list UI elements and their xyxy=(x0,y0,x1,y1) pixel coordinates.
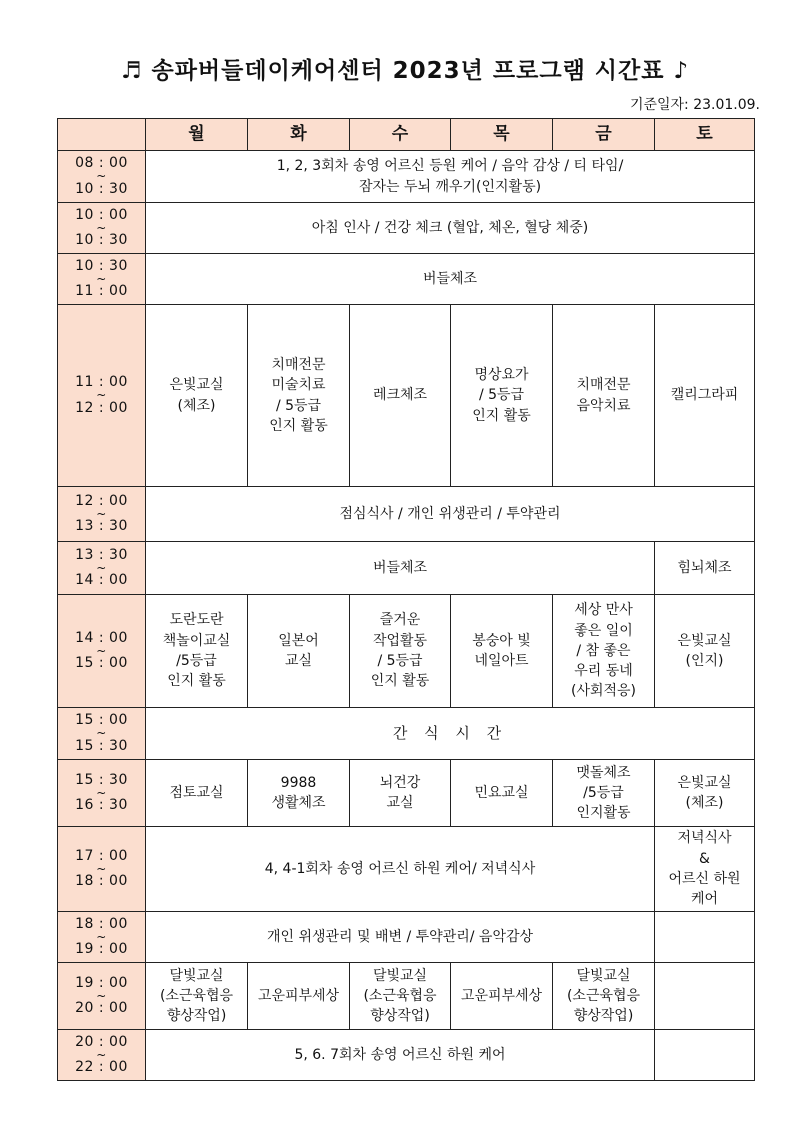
time-start: 10 : 00 xyxy=(75,206,128,223)
schedule-row xyxy=(58,254,755,305)
time-start: 20 : 00 xyxy=(75,1033,128,1050)
schedule-row xyxy=(58,305,755,487)
program-cell xyxy=(655,912,755,963)
time-separator: ~ xyxy=(96,1047,107,1062)
corner-cell xyxy=(58,119,146,151)
day-header-mon: 월 xyxy=(146,119,248,151)
day-header-thu: 목 xyxy=(451,119,553,151)
program-cell-merged: 개인 위생관리 및 배변 / 투약관리/ 음악감상 xyxy=(146,912,655,963)
time-start: 17 : 00 xyxy=(75,847,128,864)
time-end: 13 : 30 xyxy=(75,518,128,535)
program-cell: 달빛교실 (소근육협응 향상작업) xyxy=(350,963,451,1030)
time-slot xyxy=(58,595,146,708)
program-cell: 은빛교실 (인지) xyxy=(655,595,755,708)
program-cell xyxy=(655,1030,755,1081)
time-slot xyxy=(58,1030,146,1081)
schedule-row xyxy=(58,487,755,542)
time-start: 12 : 00 xyxy=(75,492,128,509)
program-cell: 9988 생활체조 xyxy=(248,760,350,827)
day-header-tue: 화 xyxy=(248,119,350,151)
program-cell: 명상요가 / 5등급 인지 활동 xyxy=(451,305,553,487)
program-cell-merged: 5, 6. 7회차 송영 어르신 하원 케어 xyxy=(146,1030,655,1081)
day-header-row xyxy=(58,119,755,151)
schedule-row xyxy=(58,151,755,203)
time-separator: ~ xyxy=(96,388,107,403)
time-end: 10 : 30 xyxy=(75,232,128,249)
time-start: 15 : 00 xyxy=(75,712,128,729)
time-slot xyxy=(58,254,146,305)
schedule-row xyxy=(58,827,755,912)
program-cell: 즐거운 작업활동 / 5등급 인지 활동 xyxy=(350,595,451,708)
time-end: 10 : 30 xyxy=(75,180,128,197)
time-start: 13 : 30 xyxy=(75,546,128,563)
time-slot xyxy=(58,827,146,912)
reference-date: 기준일자: 23.01.09. xyxy=(629,97,760,113)
day-header-sat: 토 xyxy=(655,119,755,151)
time-start: 14 : 00 xyxy=(75,629,128,646)
program-cell: 힘뇌체조 xyxy=(655,542,755,595)
time-separator: ~ xyxy=(96,560,107,575)
program-cell: 봉숭아 빛 네일아트 xyxy=(451,595,553,708)
time-separator: ~ xyxy=(96,785,107,800)
time-end: 15 : 30 xyxy=(75,737,128,754)
time-separator: ~ xyxy=(96,271,107,286)
day-header-fri: 금 xyxy=(553,119,655,151)
time-separator: ~ xyxy=(96,169,107,184)
program-cell-merged: 간 식 시 간 xyxy=(146,708,755,760)
program-cell: 은빛교실 (체조) xyxy=(146,305,248,487)
program-cell: 은빛교실 (체조) xyxy=(655,760,755,827)
time-start: 10 : 30 xyxy=(75,257,128,274)
schedule-row xyxy=(58,542,755,595)
time-start: 18 : 00 xyxy=(75,915,128,932)
program-cell-merged: 점심식사 / 개인 위생관리 / 투약관리 xyxy=(146,487,755,542)
program-cell-merged: 버들체조 xyxy=(146,254,755,305)
time-end: 20 : 00 xyxy=(75,1000,128,1017)
program-cell: 고운피부세상 xyxy=(451,963,553,1030)
program-cell xyxy=(655,963,755,1030)
program-cell: 달빛교실 (소근육협응 향상작업) xyxy=(146,963,248,1030)
schedule-row xyxy=(58,708,755,760)
program-cell-merged: 4, 4-1회차 송영 어르신 하원 케어/ 저녁식사 xyxy=(146,827,655,912)
schedule-row xyxy=(58,1030,755,1081)
time-end: 16 : 30 xyxy=(75,797,128,814)
program-cell: 치매전문 미술치료 / 5등급 인지 활동 xyxy=(248,305,350,487)
day-header-wed: 수 xyxy=(350,119,451,151)
time-end: 12 : 00 xyxy=(75,399,128,416)
time-separator: ~ xyxy=(96,861,107,876)
program-cell: 저녁식사 & 어르신 하원 케어 xyxy=(655,827,755,912)
time-slot xyxy=(58,760,146,827)
time-end: 15 : 00 xyxy=(75,655,128,672)
program-cell: 고운피부세상 xyxy=(248,963,350,1030)
time-end: 11 : 00 xyxy=(75,283,128,300)
schedule-row xyxy=(58,203,755,254)
page-title: ♬ 송파버들데이케어센터 2023년 프로그램 시간표 ♪ xyxy=(120,58,690,84)
program-cell: 점토교실 xyxy=(146,760,248,827)
time-slot xyxy=(58,487,146,542)
time-separator: ~ xyxy=(96,220,107,235)
time-slot xyxy=(58,305,146,487)
time-slot xyxy=(58,963,146,1030)
schedule-row xyxy=(58,760,755,827)
time-end: 18 : 00 xyxy=(75,873,128,890)
program-cell: 캘리그라피 xyxy=(655,305,755,487)
time-separator: ~ xyxy=(96,929,107,944)
program-cell-merged: 아침 인사 / 건강 체크 (혈압, 체온, 혈당 체중) xyxy=(146,203,755,254)
program-cell: 달빛교실 (소근육협응 향상작업) xyxy=(553,963,655,1030)
program-cell-merged: 1, 2, 3회차 송영 어르신 등원 케어 / 음악 감상 / 티 타임/ 잠자는 두뇌 깨우기(인지활동) xyxy=(146,151,755,203)
time-slot xyxy=(58,151,146,203)
program-cell: 도란도란 책놀이교실 /5등급 인지 활동 xyxy=(146,595,248,708)
program-cell-merged: 버들체조 xyxy=(146,542,655,595)
time-slot xyxy=(58,708,146,760)
program-cell: 맷돌체조 /5등급 인지활동 xyxy=(553,760,655,827)
program-cell: 뇌건강 교실 xyxy=(350,760,451,827)
time-slot xyxy=(58,542,146,595)
time-separator: ~ xyxy=(96,988,107,1003)
program-cell: 일본어 교실 xyxy=(248,595,350,708)
time-separator: ~ xyxy=(96,726,107,741)
time-separator: ~ xyxy=(96,506,107,521)
time-start: 15 : 30 xyxy=(75,771,128,788)
schedule-row xyxy=(58,963,755,1030)
program-cell: 세상 만사 좋은 일이 / 참 좋은 우리 동네 (사회적응) xyxy=(553,595,655,708)
time-separator: ~ xyxy=(96,643,107,658)
schedule-table xyxy=(57,118,755,1081)
time-start: 08 : 00 xyxy=(75,155,128,172)
schedule-row xyxy=(58,595,755,708)
program-cell: 민요교실 xyxy=(451,760,553,827)
time-start: 19 : 00 xyxy=(75,974,128,991)
time-slot xyxy=(58,203,146,254)
time-end: 19 : 00 xyxy=(75,941,128,958)
program-cell: 레크체조 xyxy=(350,305,451,487)
time-start: 11 : 00 xyxy=(75,374,128,391)
program-cell: 치매전문 음악치료 xyxy=(553,305,655,487)
schedule-row xyxy=(58,912,755,963)
time-slot xyxy=(58,912,146,963)
time-end: 22 : 00 xyxy=(75,1059,128,1076)
time-end: 14 : 00 xyxy=(75,572,128,589)
